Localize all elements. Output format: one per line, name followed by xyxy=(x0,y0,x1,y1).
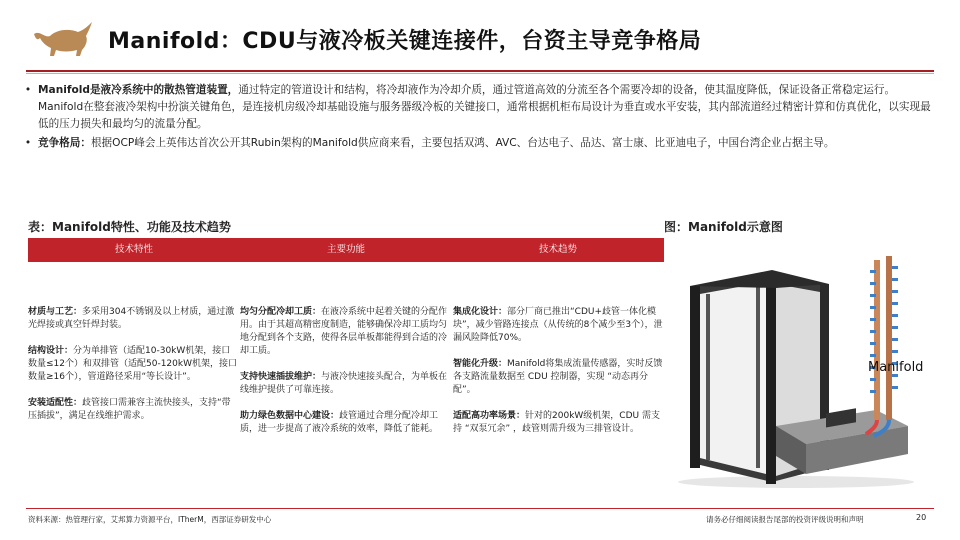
table-cell xyxy=(240,371,452,397)
table-cell xyxy=(453,410,663,436)
bullet-dot: • xyxy=(24,137,32,149)
bullet-text: 根据OCP峰会上英伟达首次公开其Rubin架构的Manifold供应商来看，主要包括双鸿、AVC、台达电子、品达、富士康、比亚迪电子，中国台湾企业占据主导。 xyxy=(90,137,835,149)
bull-logo-icon xyxy=(30,20,96,58)
cell-key: 结构设计： xyxy=(28,346,74,356)
table-cell xyxy=(28,397,238,423)
table-cell xyxy=(240,410,452,436)
header-cell-function: 主要功能 xyxy=(326,244,365,255)
page-number: 20 xyxy=(916,513,927,522)
cell-value: 歧管通过合理分配冷却工质，进一步提高了液冷系统的效率，降低了能耗。 xyxy=(240,411,439,434)
table-cell xyxy=(453,306,663,345)
cell-key: 助力绿色数据中心建设： xyxy=(240,411,340,421)
page-title: Manifold：CDU与液冷板关键连接件，台资主导竞争格局 xyxy=(108,29,702,54)
manifold-label: Manifold xyxy=(868,360,924,375)
cell-key: 安装适配性： xyxy=(28,398,83,408)
table-cell xyxy=(240,306,452,358)
cell-key: 集成化设计： xyxy=(453,307,508,317)
cell-value: 分为单排管（适配10-30kW机架，接口数量≤12个）和双排管（适配50-120kW机架，接口数量≥16个），管道路径采用“等长设计”。 xyxy=(28,346,237,382)
source-note: 资料来源：热管理行家，艾邦算力资源平台，ITherM，西部证券研发中心 xyxy=(28,515,272,524)
table-cell xyxy=(453,358,663,397)
cell-value: 歧管接口需兼容主流快接头，支持“带压插拔”，满足在线维护需求。 xyxy=(28,398,231,421)
cell-key: 智能化升级： xyxy=(453,359,508,369)
table-header xyxy=(28,238,664,262)
table-cell xyxy=(28,345,238,384)
bullet-list xyxy=(18,82,934,154)
table-column-function xyxy=(240,306,452,449)
header-cell-tech: 技术特性 xyxy=(114,244,153,255)
table-cell xyxy=(28,306,238,332)
table-column-trend xyxy=(453,306,663,449)
disclaimer-note: 请务必仔细阅读报告尾部的投资评级说明和声明 xyxy=(706,515,864,524)
cell-key: 适配高功率场景： xyxy=(453,411,526,421)
bullet-definition xyxy=(18,82,934,133)
bullet-competition xyxy=(18,135,934,152)
cell-key: 均匀分配冷却工质： xyxy=(240,307,322,317)
bullet-lead: Manifold是液冷系统中的散热管道装置， xyxy=(38,84,239,96)
header-cell-trend: 技术趋势 xyxy=(538,244,577,255)
cell-key: 支持快速插拔维护： xyxy=(240,372,322,382)
table-title: 表：Manifold特性、功能及技术趋势 xyxy=(28,220,231,234)
cell-value: Manifold将集成流量传感器，实时反馈各支路流量数据至 CDU 控制器，实现 “动态再分配”。 xyxy=(453,359,663,395)
cell-value: 在液冷系统中起着关键的分配作用。由于其超高精密度制造，能够确保冷却工质均匀地分配到各个支路，使得各层单板都能得到合适的冷却工质。 xyxy=(240,307,448,356)
title-divider-thin xyxy=(26,73,934,74)
title-divider xyxy=(26,70,934,72)
cell-value: 与液冷快速接头配合，为单板在线维护提供了可靠连接。 xyxy=(240,372,448,395)
table-column-tech xyxy=(28,306,238,436)
bullet-dot: • xyxy=(24,84,32,96)
figure-title: 图：Manifold示意图 xyxy=(664,220,783,234)
footer-divider xyxy=(26,508,934,509)
cell-value: 多采用304不锈钢及以上材质，通过激光焊接或真空钎焊封装。 xyxy=(28,307,235,330)
bullet-lead: 竞争格局： xyxy=(38,137,91,149)
bullet-text: 通过特定的管道设计和结构，将冷却液作为冷却介质，通过管道高效的分流至各个需要冷却的设备，使其温度降低，保证设备正常稳定运行。Manifold在整套液冷架构中扮演关键角色，是连接机房级冷却基础设施与服务器级冷板的关键接口，通常根据机柜布局设计为垂直或水平安装，其内部流道经过精密计算和仿真优化，以实现最低的压力损失和最均匀的流量分配。 xyxy=(38,84,931,130)
cell-value: 针对的200kW级机架，CDU 需支持 “双泵冗余” ，歧管则需升级为三排管设计。 xyxy=(453,411,660,434)
cell-key: 材质与工艺： xyxy=(28,307,83,317)
cell-value: 部分厂商已推出“CDU+歧管一体化模块”，减少管路连接点（从传统的8个减少至3个），泄漏风险降低70%。 xyxy=(453,307,663,343)
